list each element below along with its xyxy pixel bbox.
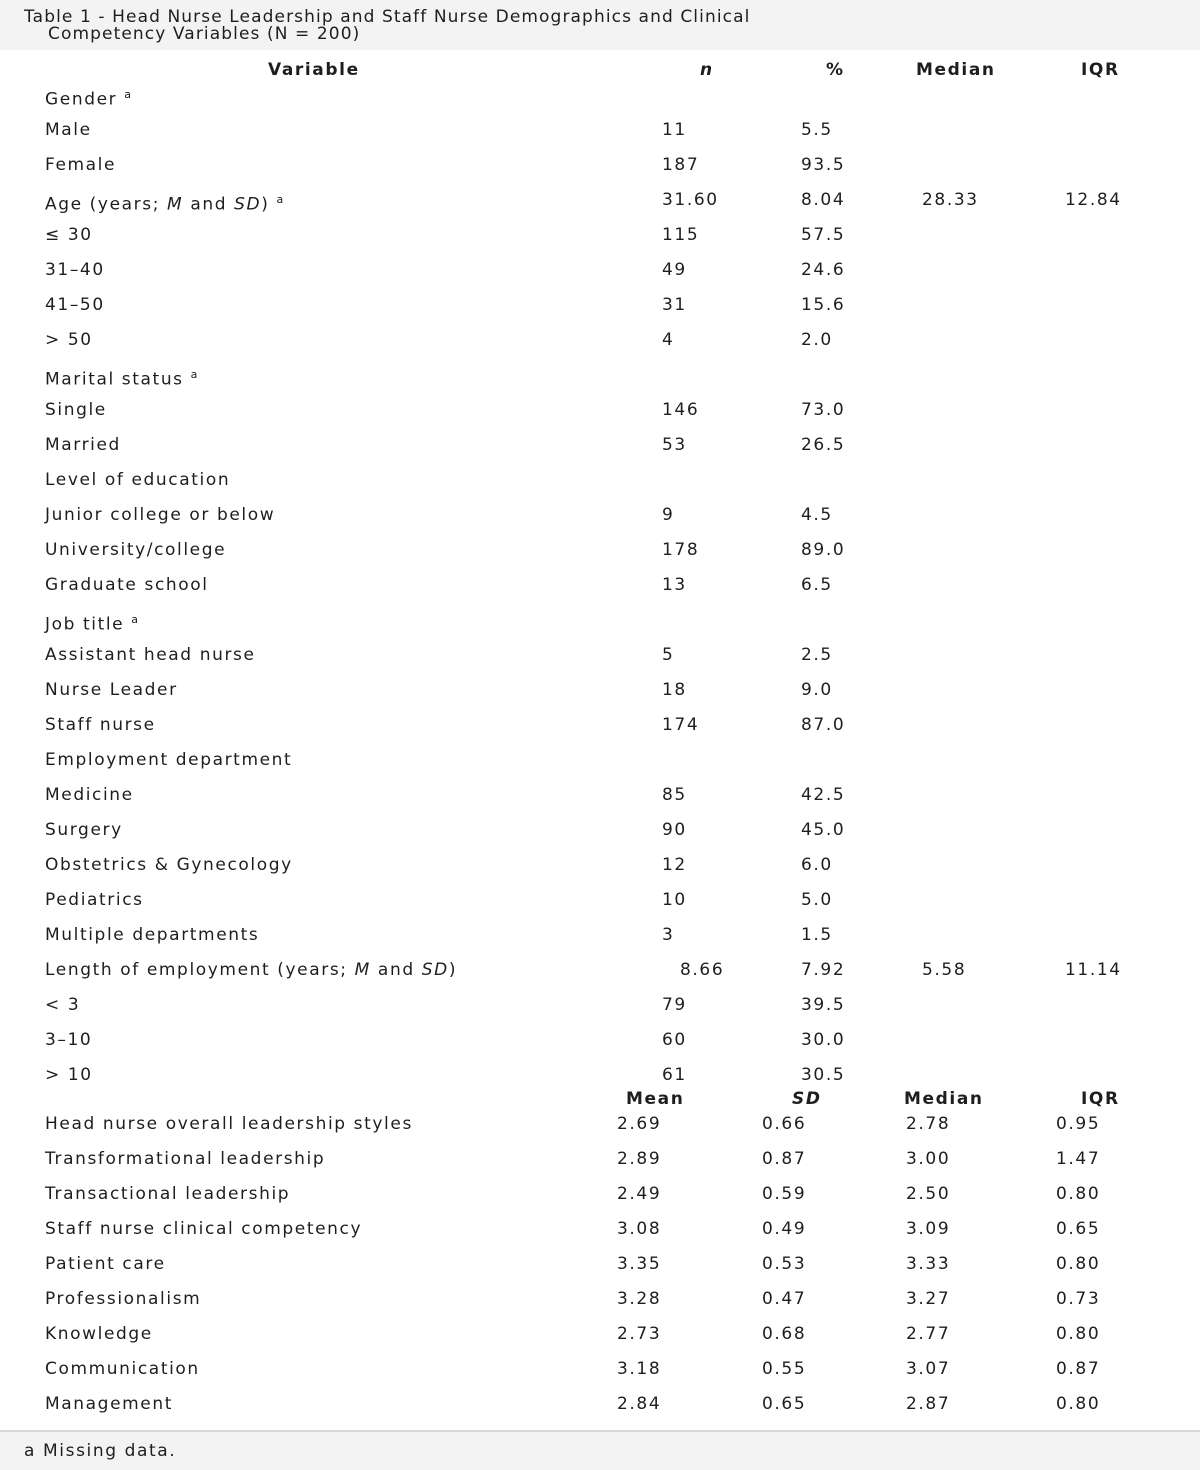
row-percent: 2.5: [801, 645, 833, 665]
score-mean: 2.84: [617, 1394, 662, 1414]
score-mean: 3.08: [617, 1219, 662, 1239]
score-iqr: 0.80: [1056, 1254, 1101, 1274]
row-n: 90: [662, 820, 687, 840]
header-sd: SD: [792, 1089, 822, 1109]
score-median: 2.87: [906, 1394, 951, 1414]
row-label: Level of education: [45, 470, 231, 490]
score-sd: 0.87: [762, 1149, 807, 1169]
score-median: 2.78: [906, 1114, 951, 1134]
score-iqr: 0.80: [1056, 1394, 1101, 1414]
score-mean: 3.35: [617, 1254, 662, 1274]
row-label: Junior college or below: [45, 505, 276, 525]
caption-line-2: Competency Variables (N = 200): [48, 24, 361, 44]
score-median: 3.27: [906, 1289, 951, 1309]
score-median: 3.33: [906, 1254, 951, 1274]
header-iqr: IQR: [1081, 60, 1120, 80]
row-label: > 50: [45, 330, 93, 350]
row-percent: 93.5: [801, 155, 846, 175]
row-label: Staff nurse: [45, 715, 156, 735]
row-percent: 24.6: [801, 260, 846, 280]
row-percent: 2.0: [801, 330, 833, 350]
row-n: 13: [662, 575, 687, 595]
row-n: 10: [662, 890, 687, 910]
row-percent: 30.5: [801, 1065, 846, 1085]
row-iqr: 11.14: [1065, 960, 1122, 980]
score-sd: 0.55: [762, 1359, 807, 1379]
header-median: Median: [916, 60, 996, 80]
header-mean: Mean: [626, 1089, 685, 1109]
row-label: Nurse Leader: [45, 680, 178, 700]
caption-line-1: Table 1 - Head Nurse Leadership and Staff Nurse Demographics and Clinical: [24, 7, 751, 27]
score-iqr: 0.87: [1056, 1359, 1101, 1379]
score-median: 2.77: [906, 1324, 951, 1344]
row-percent: 73.0: [801, 400, 846, 420]
row-label: 31–40: [45, 260, 105, 280]
score-median: 3.00: [906, 1149, 951, 1169]
row-percent: 30.0: [801, 1030, 846, 1050]
row-label: Job title $^a$: [45, 613, 140, 635]
row-percent: 15.6: [801, 295, 846, 315]
row-label: Marital status $^a$: [45, 368, 199, 390]
row-n: 53: [662, 435, 687, 455]
row-percent: 45.0: [801, 820, 846, 840]
score-label: Transformational leadership: [45, 1149, 326, 1169]
row-n: 12: [662, 855, 687, 875]
row-label: < 3: [45, 995, 81, 1015]
row-percent: 9.0: [801, 680, 833, 700]
row-label: University/college: [45, 540, 227, 560]
score-mean: 2.69: [617, 1114, 662, 1134]
header-percent: %: [826, 60, 845, 80]
score-iqr: 0.80: [1056, 1324, 1101, 1344]
row-n: 8.66: [680, 960, 725, 980]
row-percent: 26.5: [801, 435, 846, 455]
row-n: 5: [662, 645, 675, 665]
row-label: 3–10: [45, 1030, 93, 1050]
row-percent: 39.5: [801, 995, 846, 1015]
table-caption: [0, 0, 1200, 50]
score-mean: 2.49: [617, 1184, 662, 1204]
row-percent: 8.04: [801, 190, 846, 210]
row-label: Obstetrics & Gynecology: [45, 855, 293, 875]
row-n: 61: [662, 1065, 687, 1085]
score-sd: 0.59: [762, 1184, 807, 1204]
row-label: Multiple departments: [45, 925, 260, 945]
row-n: 187: [662, 155, 700, 175]
row-label: Male: [45, 120, 92, 140]
row-percent: 87.0: [801, 715, 846, 735]
row-percent: 7.92: [801, 960, 846, 980]
row-n: 115: [662, 225, 700, 245]
row-n: 9: [662, 505, 675, 525]
row-percent: 6.0: [801, 855, 833, 875]
row-n: 146: [662, 400, 700, 420]
score-label: Management: [45, 1394, 173, 1414]
row-label: Single: [45, 400, 107, 420]
row-n: 60: [662, 1030, 687, 1050]
score-label: Patient care: [45, 1254, 166, 1274]
row-label: Gender $^a$: [45, 88, 133, 110]
table-footer: [0, 1430, 1200, 1470]
footnote-marker: a: [190, 368, 199, 381]
score-sd: 0.53: [762, 1254, 807, 1274]
row-label: Surgery: [45, 820, 123, 840]
score-iqr: 0.73: [1056, 1289, 1101, 1309]
score-label: Head nurse overall leadership styles: [45, 1114, 413, 1134]
score-iqr: 1.47: [1056, 1149, 1101, 1169]
row-iqr: 12.84: [1065, 190, 1122, 210]
score-label: Knowledge: [45, 1324, 153, 1344]
score-sd: 0.65: [762, 1394, 807, 1414]
row-n: 18: [662, 680, 687, 700]
row-n: 3: [662, 925, 675, 945]
header-variable: Variable: [268, 60, 360, 80]
row-n: 178: [662, 540, 700, 560]
score-sd: 0.68: [762, 1324, 807, 1344]
score-label: Professionalism: [45, 1289, 202, 1309]
row-n: 49: [662, 260, 687, 280]
row-percent: 57.5: [801, 225, 846, 245]
row-n: 85: [662, 785, 687, 805]
row-label: Graduate school: [45, 575, 209, 595]
footnote-marker: a: [276, 193, 285, 206]
row-percent: 42.5: [801, 785, 846, 805]
row-percent: 4.5: [801, 505, 833, 525]
footnote: a Missing data.: [24, 1441, 177, 1461]
score-iqr: 0.95: [1056, 1114, 1101, 1134]
row-percent: 89.0: [801, 540, 846, 560]
row-percent: 5.0: [801, 890, 833, 910]
score-mean: 2.73: [617, 1324, 662, 1344]
header-iqr-2: IQR: [1081, 1089, 1120, 1109]
row-percent: 1.5: [801, 925, 833, 945]
footnote-marker: a: [131, 613, 140, 626]
row-percent: 5.5: [801, 120, 833, 140]
score-mean: 2.89: [617, 1149, 662, 1169]
row-label: Female: [45, 155, 117, 175]
score-iqr: 0.80: [1056, 1184, 1101, 1204]
score-median: 3.09: [906, 1219, 951, 1239]
row-label: Assistant head nurse: [45, 645, 256, 665]
row-n: 4: [662, 330, 675, 350]
header-median-2: Median: [904, 1089, 984, 1109]
row-label: Employment department: [45, 750, 293, 770]
row-percent: 6.5: [801, 575, 833, 595]
score-label: Communication: [45, 1359, 200, 1379]
row-n: 79: [662, 995, 687, 1015]
row-label: 41–50: [45, 295, 105, 315]
header-n: n: [700, 60, 714, 80]
row-n: 174: [662, 715, 700, 735]
row-label: Age (years; M and SD) $^a$: [45, 193, 285, 215]
row-median: 5.58: [922, 960, 967, 980]
score-iqr: 0.65: [1056, 1219, 1101, 1239]
score-median: 2.50: [906, 1184, 951, 1204]
row-median: 28.33: [922, 190, 979, 210]
score-sd: 0.49: [762, 1219, 807, 1239]
score-median: 3.07: [906, 1359, 951, 1379]
row-n: 31: [662, 295, 687, 315]
score-sd: 0.66: [762, 1114, 807, 1134]
data-table: [0, 50, 1200, 1430]
score-sd: 0.47: [762, 1289, 807, 1309]
row-n: 31.60: [662, 190, 719, 210]
row-label: Married: [45, 435, 121, 455]
row-label: > 10: [45, 1065, 93, 1085]
score-label: Transactional leadership: [45, 1184, 291, 1204]
score-label: Staff nurse clinical competency: [45, 1219, 363, 1239]
row-label: Medicine: [45, 785, 134, 805]
score-mean: 3.28: [617, 1289, 662, 1309]
score-mean: 3.18: [617, 1359, 662, 1379]
footnote-marker: a: [124, 88, 133, 101]
row-label: Length of employment (years; M and SD): [45, 960, 458, 980]
row-label: ≤ 30: [45, 225, 93, 245]
row-n: 11: [662, 120, 687, 140]
row-label: Pediatrics: [45, 890, 144, 910]
